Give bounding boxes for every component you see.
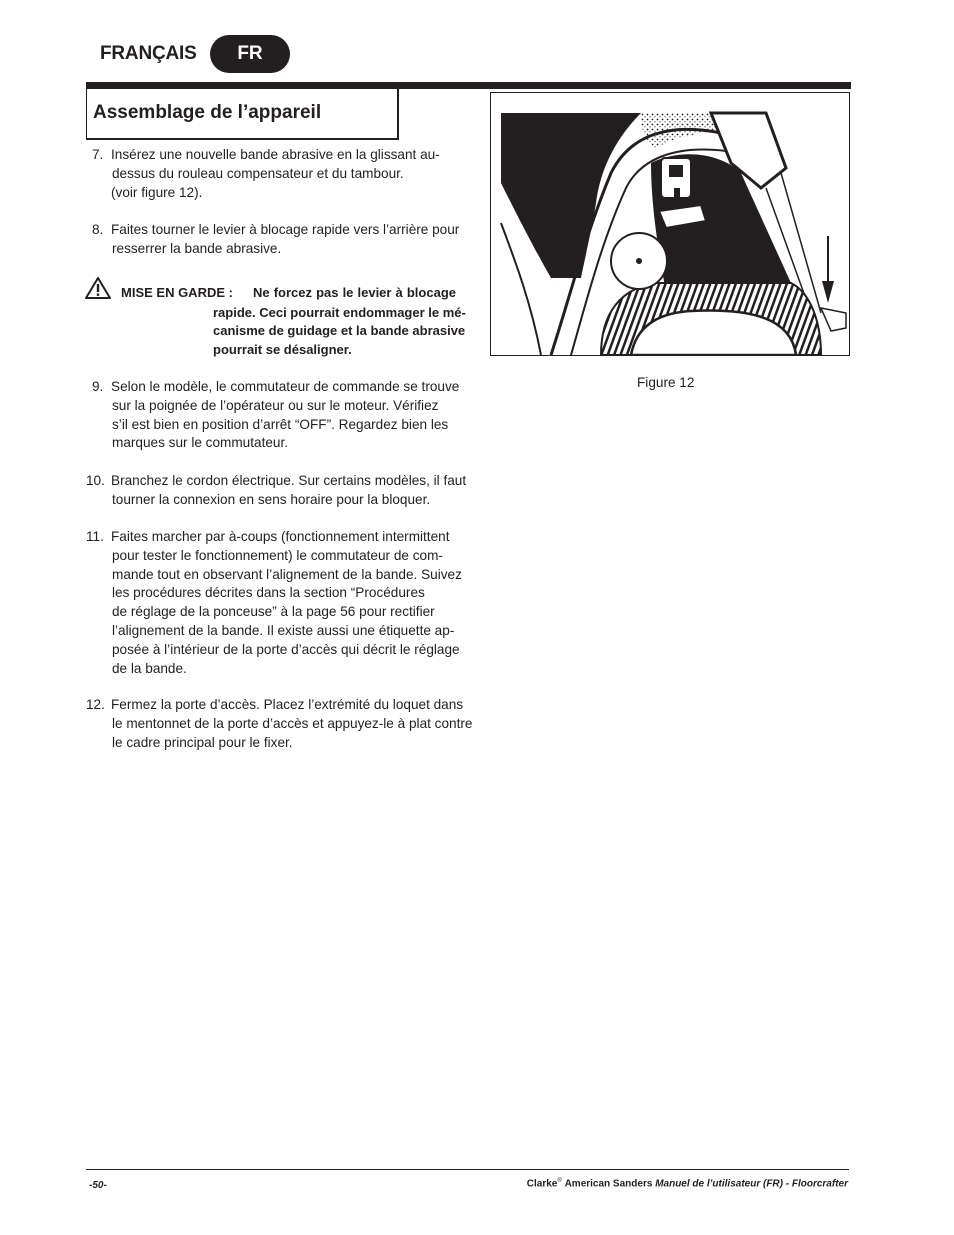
- step-line: pour tester le fonctionnement) le commutateur de com-: [112, 547, 443, 563]
- step-line: tourner la connexion en sens horaire pour la bloquer.: [112, 491, 431, 507]
- step-line: de réglage de la ponceuse” à la page 56 pour rectifier: [112, 604, 435, 620]
- step-line: resserrer la bande abrasive.: [112, 240, 282, 256]
- header-rule: [86, 82, 851, 89]
- step-line: l’alignement de la bande. Il existe aussi une étiquette ap-: [112, 622, 455, 638]
- warning-line: Ne forcez pas le levier à blocage: [253, 285, 456, 300]
- step-line: posée à l’intérieur de la porte d’accès qui décrit le réglage: [112, 641, 460, 657]
- step-number: 12.: [86, 697, 105, 712]
- step-line: Faites tourner le levier à blocage rapide vers l’arrière pour: [111, 222, 460, 237]
- step-line: les procédures décrites dans la section “Procédures: [112, 585, 425, 601]
- step-11: [86, 528, 462, 678]
- footer-rule: [86, 1169, 849, 1170]
- warning-triangle-icon: [84, 276, 112, 305]
- step-line: marques sur le commutateur.: [112, 435, 289, 451]
- figure-caption: Figure 12: [637, 375, 695, 390]
- language-badge: FR: [210, 35, 290, 73]
- warning-text: [213, 304, 466, 360]
- footer-company: American Sanders: [564, 1178, 653, 1190]
- step-7: [86, 146, 458, 202]
- step-line: Branchez le cordon électrique. Sur certains modèles, il faut: [111, 473, 467, 488]
- step-12: [86, 696, 473, 752]
- step-number: 8.: [92, 222, 104, 237]
- step-number: 11.: [86, 529, 104, 544]
- footer-brand: Clarke: [526, 1178, 558, 1190]
- section-title: Assemblage de l’appareil: [93, 102, 322, 123]
- step-line: Selon le modèle, le commutateur de commande se trouve: [111, 379, 460, 394]
- step-9: [86, 378, 458, 453]
- warning-line: rapide. Ceci pourrait endommager le mé-: [213, 304, 466, 320]
- warning-line: pourrait se désaligner.: [213, 341, 352, 357]
- language-label: FRANÇAIS: [100, 43, 197, 64]
- step-line: dessus du rouleau compensateur et du tambour.: [112, 165, 404, 181]
- step-number: 7.: [92, 147, 104, 162]
- step-line: Insérez une nouvelle bande abrasive en la glissant au-: [111, 147, 440, 162]
- warning-line: canisme de guidage et la bande abrasive: [213, 323, 466, 339]
- step-line: de la bande.: [112, 660, 187, 676]
- step-line: mande tout en observant l’alignement de la bande. Suivez: [112, 566, 462, 582]
- step-8: [86, 221, 458, 259]
- warning-label: MISE EN GARDE :: [121, 285, 233, 300]
- step-line: (voir figure 12).: [111, 184, 203, 200]
- step-number: 10.: [86, 473, 105, 488]
- registered-mark: ®: [557, 1178, 562, 1184]
- page-number: -50-: [89, 1180, 107, 1191]
- step-10: [86, 472, 467, 510]
- step-line: Faites marcher par à-coups (fonctionnement intermittent: [111, 529, 450, 544]
- step-line: s’il est bien en position d’arrêt “OFF”. Regardez bien les: [112, 416, 449, 432]
- footer-title: [527, 1178, 848, 1189]
- step-number: 9.: [92, 379, 104, 394]
- footer-manual: Manuel de l’utilisateur (FR) - Floorcrafter: [655, 1178, 848, 1190]
- step-line: le cadre principal pour le fixer.: [112, 734, 293, 750]
- step-line: sur la poignée de l’opérateur ou sur le moteur. Vérifiez: [112, 397, 439, 413]
- step-line: Fermez la porte d’accès. Placez l’extrémité du loquet dans: [111, 697, 464, 712]
- figure-12-illustration: [490, 92, 850, 356]
- step-line: le mentonnet de la porte d’accès et appuyez-le à plat contre: [112, 715, 473, 731]
